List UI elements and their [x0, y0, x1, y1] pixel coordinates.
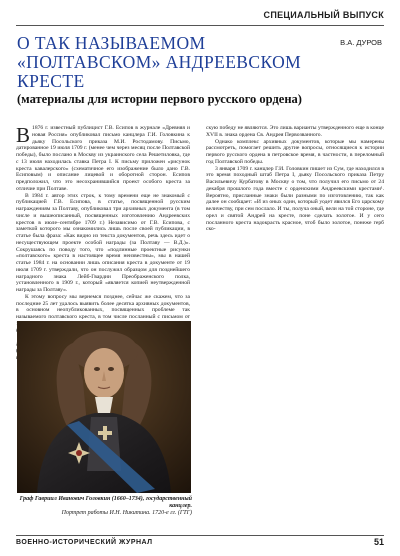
journal-name: ВОЕННО-ИСТОРИЧЕСКИЙ ЖУРНАЛ — [16, 539, 153, 546]
top-rule — [16, 25, 384, 26]
right-column — [206, 125, 384, 233]
left-paragraph-1: 1876 г. известный публицист Г.В. Есипов в журнале «Древняя и новая Россия» опубликовал письмо канцлера Г.И. Головкина к дьяку Посольского приказа М.И. Ростодамову. Письмо, датированное 19 июля 1709 г. (менее чем через месяц после Полтавской победы), было послано в Москву из украинского села Решетиловка, где с 13 июля находилась ставка Петра I. К письму приложен «рисунок креста кавалерского» (схематичное его изображение было дано Г.В. Есиповым) и описание лицевой и оборотной сторон. Есипов предположил, что это несохранившийся проект особого креста за отличие при Полтаве. — [16, 125, 190, 192]
right-paragraph-1: скую победу не являются. Это лишь варианты утвержденного еще в конце XVII в. знака ордена Св. Андрея Первозванного. — [206, 125, 384, 138]
right-paragraph-3: 3 января 1709 г. канцлер Г.И. Головкин пишет из Сум, где находился в это время походный штаб Петра I, дьяку Посольского приказа Петру Васильевичу Курбатову в Москву о том, что получил его письмо от 24 декабря прошлого года вместе с орденскими Андреевскими крестами¹. Вероятно, присланные знаки были разными по изготовлению, так как далее он сообщает: «И из оных один, который уодет явился Его царскому величеству, при сем послало. И ты, получа оный, вели на той стороне, где орел и святой Андрей на кресте, поне сделать золотое. И у сего посланного креста надокрасть красное, чтоб было золотое, понеже герб ско- — [206, 165, 384, 233]
article-subtitle: (материалы для истории первого русского ордена) — [17, 92, 302, 106]
page-number: 51 — [373, 537, 384, 547]
left-paragraph-2: В 1984 г. автор этих строк, к тому времени еще не знакомый с публикацией Г.В. Есипова, в статье, посвященной русским награждениям за Полтаву, опубликовал три архивных документа (в том числе и вышеописанный, посвященных изготовлению Андреевских крестов в июле–сентябре 1709 г.) Независимо от Г.В. Есипова, с заметкой которого мы ознакомились лишь после своей публикации, в статье была фраза: «Как видно из текста документов, речь здесь идет о несуществующем проекте особой награды (за Полтаву — В.Д.)». Сокрушаясь по поводу того, что «подлинные проектные рисунки «полтавского» креста в настоящее время неизвестны», мы в нашей статье 1984 г. на основании лишь описания креста в документе от 19 июля 1709 г. утверждали, что он послужил образцом для позднейшего наградного знака Лейб-Гвардии Преображенского полка, установленного в 1909 г., который «является копией неутвержденной награды за Полтаву». — [16, 192, 190, 293]
portrait-caption — [16, 496, 192, 518]
caption-credit: Портрет работы И.Н. Никитина. 1720-е гг. (ГТГ) — [61, 510, 192, 517]
portrait-illustration — [17, 321, 191, 493]
left-paragraph-3: К этому вопросу мы вернемся позднее, сейчас же скажем, что за последние 25 лет удалось выявить более десятка архивных документов, в основном неопубликованных, посвященных проблеме так называемого полтавского креста, в том числе посланный с письмом от — [16, 293, 190, 320]
bottom-rule — [16, 535, 384, 536]
caption-name: Граф Гавриил Иванович Головкин (1660–1734), государственный канцлер. — [19, 496, 192, 510]
article-author: В.А. ДУРОВ — [340, 38, 382, 47]
article-title: О ТАК НАЗЫВАЕМОМ «ПОЛТАВСКОМ» АНДРЕЕВСКОМ КРЕСТЕ — [17, 33, 302, 91]
section-label: СПЕЦИАЛЬНЫЙ ВЫПУСК — [263, 10, 384, 20]
drop-cap: В — [16, 123, 31, 147]
right-paragraph-2: Однако комплекс архивных документов, которые мы намерены рассмотреть, помогает решить другие вопросы, относящиеся к истории первого русского ордена в петровское время, в частности, в переломный год Полтавской победы. — [206, 138, 384, 165]
portrait-image — [17, 321, 191, 493]
